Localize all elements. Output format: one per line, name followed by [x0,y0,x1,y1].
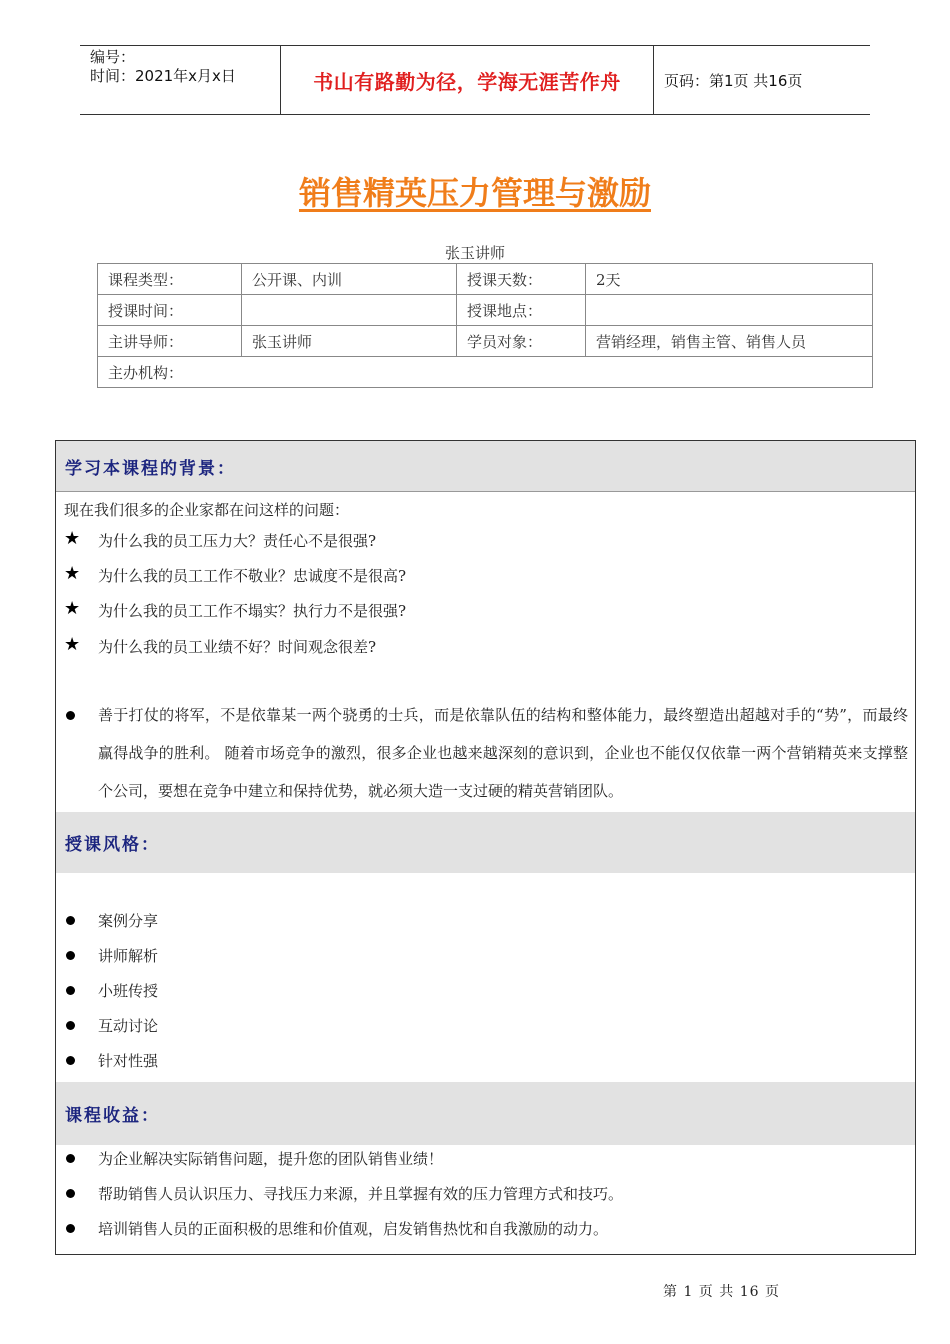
star-icon: ★ [64,528,81,549]
benefit-item: 为企业解决实际销售问题，提升您的团队销售业绩！ [98,1150,444,1168]
teacher-label: 主讲导师： [98,326,242,357]
bullet-icon [66,1189,75,1198]
style-item: 互动讨论 [98,1017,159,1035]
place-label: 授课地点： [457,295,586,326]
header-page-cell [654,46,870,114]
benefits-heading: 课程收益： [56,1082,915,1145]
days-value: 2天 [586,264,873,295]
days-label: 授课天数： [457,264,586,295]
header-date: 时间：2021年x月x日 [90,67,236,85]
course-content-box [55,440,916,1255]
header-page-number: 页码：第1页 共16页 [664,71,803,90]
background-paragraph: 善于打仗的将军，不是依靠某一两个骁勇的士兵，而是依靠队伍的结构和整体能力，最终塑造出超越对手的“势”，而最终赢得战争的胜利。 随着市场竞争的激烈，很多企业也越来越深刻的意识到，企业也不能仅仅依靠一两个营销精英来支撑整个公司，要想在竞争中建立和保持优势，就必须大造一支过硬的精英营销团队。 [98,706,908,800]
course-type-value: 公开课、内训 [242,264,457,295]
bullet-icon [66,916,75,925]
style-item: 案例分享 [98,912,159,930]
lecturer-line: 张玉讲师 [444,244,505,262]
audience-value: 营销经理，销售主管、销售人员 [586,326,873,357]
organizer-label: 主办机构： [98,357,873,388]
page-header [80,45,870,115]
course-type-label: 课程类型： [98,264,242,295]
time-label: 授课时间： [98,295,242,326]
footer-page-number: 第 1 页 共 16 页 [663,1284,780,1300]
table-row [98,326,873,357]
background-intro: 现在我们很多的企业家都在问这样的问题： [64,501,350,519]
star-icon: ★ [64,634,81,655]
benefit-item: 帮助销售人员认识压力、寻找压力来源，并且掌握有效的压力管理方式和技巧。 [98,1185,624,1203]
time-value [242,295,457,326]
course-info-table [97,263,873,388]
bullet-icon [66,711,75,720]
header-meta [80,46,281,114]
bullet-icon [66,1021,75,1030]
header-motto-cell [281,46,654,114]
teacher-value: 张玉讲师 [242,326,457,357]
star-icon: ★ [64,598,81,619]
document-title: 销售精英压力管理与激励 [298,174,651,212]
bullet-icon [66,1224,75,1233]
bullet-icon [66,951,75,960]
bullet-icon [66,986,75,995]
style-item: 小班传授 [98,982,159,1000]
header-motto: 书山有路勤为径，学海无涯苦作舟 [313,69,621,94]
star-icon: ★ [64,563,81,584]
audience-label: 学员对象： [457,326,586,357]
background-heading: 学习本课程的背景： [56,441,915,492]
style-heading: 授课风格： [56,812,915,873]
style-item: 针对性强 [98,1052,159,1070]
header-number: 编号： [90,48,136,66]
question-item: 为什么我的员工工作不敬业？忠诚度不是很高? [98,567,407,585]
place-value [586,295,873,326]
bullet-icon [66,1056,75,1065]
bullet-icon [66,1154,75,1163]
style-item: 讲师解析 [98,947,159,965]
question-item: 为什么我的员工工作不塌实？执行力不是很强? [98,602,407,620]
table-row [98,295,873,326]
benefit-item: 培训销售人员的正面积极的思维和价值观，启发销售热忱和自我激励的动力。 [98,1220,609,1238]
question-item: 为什么我的员工业绩不好？时间观念很差? [98,638,377,656]
table-row [98,357,873,388]
question-item: 为什么我的员工压力大？责任心不是很强? [98,532,377,550]
table-row [98,264,873,295]
